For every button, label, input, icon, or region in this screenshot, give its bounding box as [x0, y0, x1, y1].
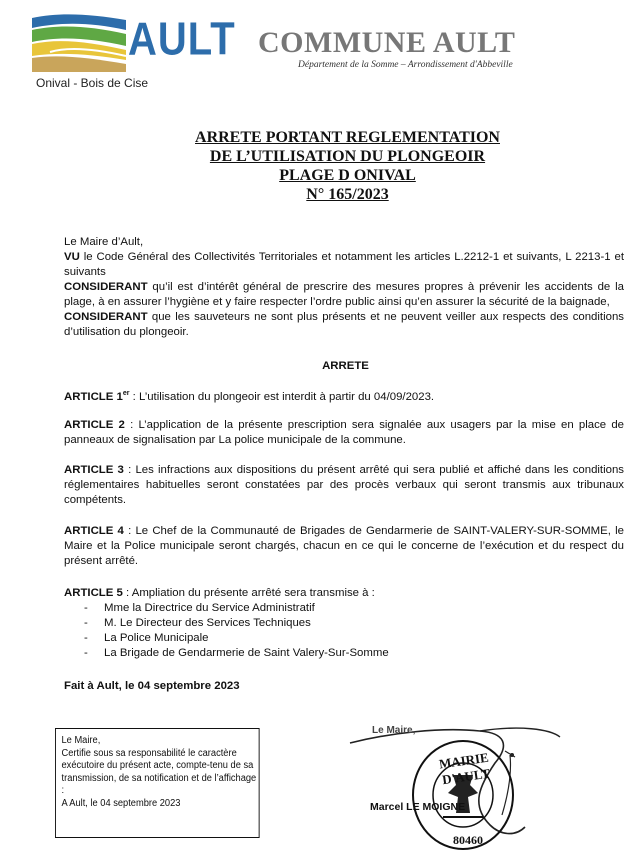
- preamble-considerant-2: [64, 310, 624, 340]
- article-1: [64, 390, 624, 405]
- article-1-sep: :: [129, 391, 139, 403]
- considerant-label: CONSIDERANT: [64, 281, 148, 293]
- arrete-title-line1: ARRETE PORTANT REGLEMENTATION: [195, 129, 500, 146]
- article-3-text: : Les infractions aux dispositions du présent arrêté qui sera publié et affiché dans les conditions réglementaires habituelles seront constatées par des procès verbaux qui seront transmis aux tribunaux compétents.: [64, 464, 624, 506]
- vu-label: VU: [64, 251, 80, 263]
- article-label: [64, 391, 129, 403]
- list-item: - La Police Municipale: [64, 631, 624, 646]
- considerant-label: CONSIDERANT: [64, 311, 148, 323]
- list-item: - La Brigade de Gendarmerie de Saint Valery-Sur-Somme: [64, 646, 624, 661]
- logo-title: AULT: [128, 14, 236, 65]
- vu-text: le Code Général des Collectivités Territoriales et notamment les articles L.2212-1 et suivants, L 2213-1 et suivants: [64, 251, 624, 278]
- article-4: [64, 524, 624, 569]
- article-5-intro: [64, 586, 624, 601]
- commune-subtitle: Département de la Somme – Arrondissement d'Abbeville: [298, 60, 513, 70]
- considerant-text: qu’il est d’intérêt général de prescrire des mesures propres à prévenir les accidents de la plage, à en assurer l’hygiène et y faire respecter l’ordre public ainsi qu’en assurer la sécurité de la baignade,: [64, 281, 624, 308]
- fait-a-ault: Fait à Ault, le 04 septembre 2023: [64, 680, 240, 692]
- commune-title: COMMUNE AULT: [258, 26, 516, 59]
- cert-maire: Le Maire,: [61, 735, 101, 746]
- article-5-label: ARTICLE 5: [64, 587, 123, 599]
- preamble-considerant-1: [64, 280, 624, 310]
- article-1-text: L’utilisation du plongeoir est interdit à partir du 04/09/2023.: [138, 391, 435, 403]
- arrete-title-line3: PLAGE D ONIVAL: [279, 167, 416, 184]
- list-item: - Mme la Directrice du Service Administratif: [64, 601, 624, 616]
- arrete-heading: ARRETE: [322, 360, 369, 372]
- commune-logo: [30, 12, 236, 94]
- signature-title: Le Maire,: [372, 725, 416, 736]
- ampliation-list: [64, 601, 624, 661]
- article-1-label: ARTICLE 1: [64, 391, 123, 403]
- preamble-vu: [64, 250, 624, 280]
- article-5: [64, 586, 624, 661]
- article-4-text: : Le Chef de la Communauté de Brigades de Gendarmerie de SAINT-VALERY-SUR-SOMME, le Maire et la Police municipale seront chargés, chacun en ce qui le concerne de l’exécution et du respect du présent arrêté.: [64, 525, 624, 567]
- article-2-label: ARTICLE 2: [64, 419, 125, 431]
- article-2-text: : L’application de la présente prescription sera signalée aux usagers par la mise en place de panneaux de signalisation par La police municipale de la commune.: [64, 419, 624, 446]
- article-3: [64, 463, 624, 508]
- mairie-stamp: [408, 723, 518, 851]
- logo-graphic: [30, 12, 130, 76]
- article-1-sup: er: [122, 390, 130, 397]
- cert-text: Certifie sous sa responsabilité le caractère exécutoire du présent acte, compte-tenu de sa transmission, de sa notification et de l’affichage :: [61, 747, 257, 796]
- preamble-maire: Le Maire d’Ault,: [64, 236, 144, 248]
- article-3-label: ARTICLE 3: [64, 464, 124, 476]
- considerant-text: que les sauveteurs ne sont plus présents et ne peuvent veiller aux respects des conditions d’utilisation du plongeoir.: [64, 311, 624, 338]
- article-5-text: : Ampliation du présente arrêté sera transmise à :: [122, 587, 375, 599]
- arrete-title-line2: DE L’UTILISATION DU PLONGEOIR: [209, 148, 486, 165]
- cert-date: A Ault, le 04 septembre 2023: [61, 797, 181, 809]
- stamp-top-text: MAIRIE D'AULT: [438, 749, 491, 788]
- signature-area: [330, 715, 640, 855]
- certification-box: [55, 728, 260, 838]
- preamble: [64, 235, 624, 340]
- list-item: - M. Le Directeur des Services Techniques: [64, 616, 624, 631]
- article-4-label: ARTICLE 4: [64, 525, 124, 537]
- logo-subtitle: Onival - Bois de Cise: [36, 76, 149, 90]
- article-2: [64, 418, 624, 448]
- stamp-postal-code: 80460: [453, 833, 483, 847]
- signer-name: Marcel LE MOIGNE: [370, 801, 466, 813]
- arrete-number: N° 165/2023: [306, 186, 389, 203]
